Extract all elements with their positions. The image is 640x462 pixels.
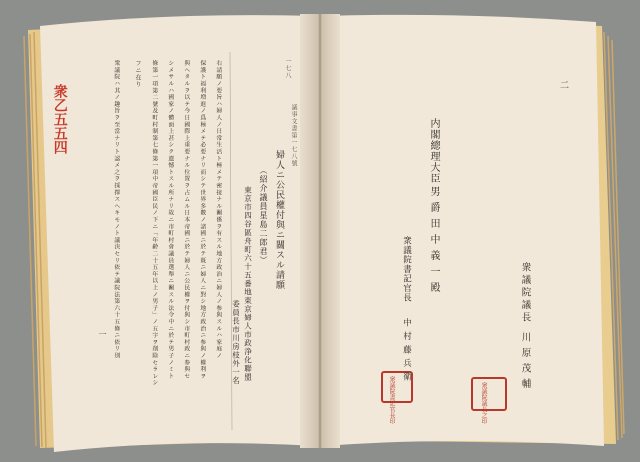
body-line: 右請願ノ要旨ハ婦人ノ日常生活ト極メテ密接ナル關係ヲ有スル地方政治ニ婦人ノ参與スルハ家庭ノ: [214, 60, 221, 360]
sequence-number: 一七八: [284, 58, 291, 79]
addressee-name: 男爵田中義一殿: [428, 186, 439, 298]
body-line: フニ在り: [134, 60, 141, 88]
sender-name: 中村藤兵衛: [401, 318, 412, 386]
clerk-seal-text: 衆議院書記官長印: [388, 376, 395, 424]
archive-mark: 衆乙五五四: [51, 84, 68, 154]
body-line: 條第一項第二號及町村制第七條第一項中帝國臣民ノ下ニ「年齢二十五年以上ノ男子」ノ五字ヲ削除セラレシ: [150, 60, 157, 387]
speaker-title: 衆議院議長: [519, 262, 531, 325]
speaker-name: 川原茂輔: [519, 332, 531, 394]
left-page-number: 一: [98, 330, 107, 339]
petitioner-name: 委員長市川房枝外一名: [231, 300, 241, 385]
resolution-line: 衆議院ハ其ノ趣旨ヲ至當ナリト認メ之ヲ採擇スヘキモノト議決セリ依テ議院法第六十五條ニ依リ別: [112, 60, 119, 360]
document-header: 議事文書第一七八號: [290, 104, 297, 167]
petitioner-address: 東京市四谷區舟町六十五番地東京婦人市政浄化聯盟: [243, 186, 253, 382]
sender-title: 衆議院書記官長: [401, 236, 412, 303]
speaker-seal-text: 衆議院議長之印: [480, 382, 487, 424]
addressee-title: 内閣總理大臣: [428, 118, 439, 184]
petition-title: 婦人ニ公民權付與ニ關スル請願: [274, 150, 284, 290]
gutter-shadow: [300, 14, 340, 448]
body-line: シメサルハ國家ノ體面上甚シク遺憾トスル所ナリ故ニ市町村會議員選舉ニ關スル法令中ニ於テ男子ノミト: [166, 60, 173, 380]
body-line: 與ヘタルヲ以テ今日國際上重要ナル位置ヲ占ムル日本帝國ニ於テ婦人ニ公民權ヲ付與シ市町村政ニ参與セ: [182, 60, 189, 380]
introducer: （紹介議員星島二郎君）: [259, 166, 268, 265]
right-page-number: 二: [558, 80, 568, 90]
body-line: 保護ト福利増進ノ爲極メテ必要ナリ而シテ世界多數ノ諸國ニ於テ既ニ婦人ニ對シ地方政治ニ参與ノ權利ヲ: [198, 60, 205, 380]
